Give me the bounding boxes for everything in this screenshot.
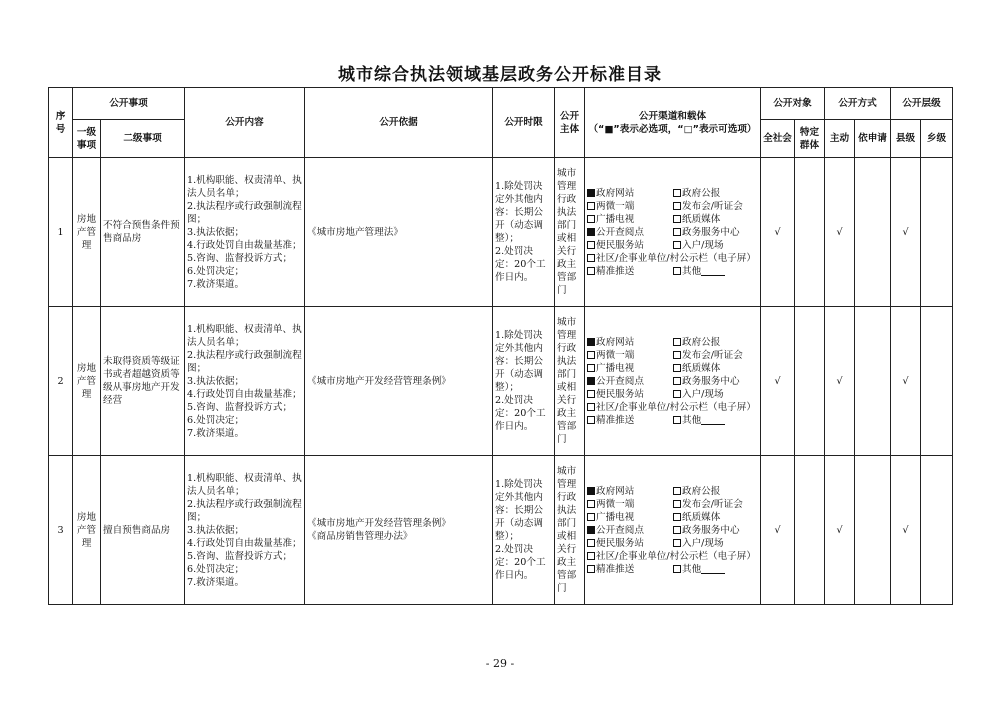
cell-target-specific (795, 158, 825, 307)
channel-option-label: 政务服务中心 (682, 226, 740, 238)
empty-square-icon (587, 500, 595, 508)
channel-option (673, 511, 720, 524)
content-line: 4.行政处罚自由裁量基准； (187, 388, 302, 400)
channel-option-label: 入户/现场 (682, 239, 724, 251)
empty-square-icon (673, 351, 681, 359)
channel-option (673, 414, 725, 427)
content-line: 7.救济渠道。 (187, 278, 245, 290)
content-line: 5.咨询、监督投诉方式； (187, 550, 293, 562)
channel-option (673, 498, 743, 511)
channel-list (587, 336, 758, 427)
channel-option (587, 550, 756, 563)
content-line: 6.处罚决定； (187, 414, 245, 426)
cell-basis (305, 307, 493, 456)
content-line: 4.行政处罚自由裁量基准； (187, 239, 302, 251)
cell-level-township (921, 158, 953, 307)
channel-list (587, 187, 758, 278)
empty-square-icon (673, 215, 681, 223)
document-title: 城市综合执法领域基层政务公开标准目录 (338, 65, 662, 85)
header-level-county: 县级 (891, 120, 921, 158)
empty-square-icon (587, 390, 595, 398)
header-method: 公开方式 (825, 88, 891, 120)
channel-row (587, 524, 758, 537)
header-target-all: 全社会 (761, 120, 795, 158)
content-line: 2.执法程序或行政强制流程图； (187, 349, 302, 374)
channel-row (587, 498, 758, 511)
channel-option-label: 政务服务中心 (682, 375, 740, 387)
channel-option (587, 563, 673, 576)
filled-square-icon (587, 189, 595, 197)
channel-row (587, 537, 758, 550)
channel-option-label: 纸质媒体 (682, 511, 721, 523)
cell-content (185, 307, 305, 456)
empty-square-icon (673, 267, 681, 275)
header-channels (585, 88, 761, 158)
channel-option (587, 401, 756, 414)
filled-square-icon (587, 228, 595, 236)
cell-seq: 2 (49, 307, 73, 456)
empty-square-icon (673, 228, 681, 236)
channel-option (587, 511, 673, 524)
header-level: 公开层级 (891, 88, 953, 120)
cell-seq: 1 (49, 158, 73, 307)
channel-option (587, 388, 673, 401)
channel-option (673, 485, 720, 498)
header-level1: 一级事项 (73, 120, 101, 158)
channel-option (673, 336, 720, 349)
channel-option-label: 入户/现场 (682, 388, 724, 400)
empty-square-icon (673, 416, 681, 424)
cell-level2: 擅自预售商品房 (101, 456, 185, 605)
channel-option-label: 公开查阅点 (596, 226, 644, 238)
cell-basis (305, 158, 493, 307)
channel-row (587, 336, 758, 349)
cell-channels (585, 456, 761, 605)
header-content: 公开内容 (185, 88, 305, 158)
blank-line (701, 414, 725, 425)
content-line: 3.执法依据； (187, 226, 245, 238)
channel-row (587, 401, 758, 414)
channel-option (587, 226, 673, 239)
content-line: 3.执法依据； (187, 524, 245, 536)
channel-option-label: 政府公报 (682, 187, 721, 199)
channel-option (673, 537, 724, 550)
content-line: 3.执法依据； (187, 375, 245, 387)
header-channels-title: 公开渠道和载体 (638, 110, 707, 122)
cell-target-specific (795, 307, 825, 456)
cell-target-all: √ (761, 307, 795, 456)
empty-square-icon (673, 202, 681, 210)
header-basis: 公开依据 (305, 88, 493, 158)
table-row (49, 158, 953, 307)
header-target: 公开对象 (761, 88, 825, 120)
cell-level1: 房地产管理 (73, 158, 101, 307)
channel-option (673, 200, 743, 213)
channel-option (673, 226, 740, 239)
empty-square-icon (587, 241, 595, 249)
content-line: 6.处罚决定； (187, 563, 245, 575)
time-limit-line: 2.处罚决定：20个工作日内。 (495, 544, 546, 581)
empty-square-icon (673, 241, 681, 249)
cell-level1: 房地产管理 (73, 456, 101, 605)
cell-level-township (921, 307, 953, 456)
channel-option (587, 375, 673, 388)
empty-square-icon (673, 377, 681, 385)
channel-option (673, 187, 720, 200)
channel-row (587, 375, 758, 388)
header-matters: 公开事项 (73, 88, 185, 120)
empty-square-icon (673, 487, 681, 495)
cell-target-all: √ (761, 456, 795, 605)
empty-square-icon (587, 215, 595, 223)
channel-option (673, 375, 740, 388)
channel-option (673, 563, 725, 576)
filled-square-icon (587, 526, 595, 534)
header-method-request: 依申请 (855, 120, 891, 158)
content-line: 4.行政处罚自由裁量基准； (187, 537, 302, 549)
empty-square-icon (587, 539, 595, 547)
cell-time-limit (493, 158, 555, 307)
channel-row (587, 414, 758, 427)
filled-square-icon (587, 487, 595, 495)
channel-row (587, 187, 758, 200)
content-line: 1.机构职能、权责清单、执法人员名单； (187, 323, 302, 348)
channel-option (587, 498, 673, 511)
channel-option (587, 485, 673, 498)
cell-level-county: √ (891, 158, 921, 307)
content-line: 1.机构职能、权责清单、执法人员名单； (187, 472, 302, 497)
channel-option-label: 纸质媒体 (682, 213, 721, 225)
channel-option (673, 388, 724, 401)
channel-option-label: 发布会/听证会 (682, 349, 743, 361)
channel-option-label: 社区/企事业单位/村公示栏（电子屏） (596, 252, 756, 264)
channel-option-label: 公开查阅点 (596, 524, 644, 536)
channel-option (587, 187, 673, 200)
channel-option-label: 其他 (682, 265, 702, 277)
channel-option-label: 社区/企事业单位/村公示栏（电子屏） (596, 550, 756, 562)
channel-option (587, 213, 673, 226)
empty-square-icon (587, 254, 595, 262)
header-time-limit: 公开时限 (493, 88, 555, 158)
channel-option-label: 便民服务站 (596, 239, 644, 251)
content-line: 2.执法程序或行政强制流程图； (187, 200, 302, 225)
table-row (49, 456, 953, 605)
channel-option-label: 社区/企事业单位/村公示栏（电子屏） (596, 401, 756, 413)
channel-option-label: 政府公报 (682, 336, 721, 348)
channel-option (587, 349, 673, 362)
channel-option (673, 362, 720, 375)
content-line: 6.处罚决定； (187, 265, 245, 277)
header-level2: 二级事项 (101, 120, 185, 158)
filled-square-icon (587, 377, 595, 385)
content-line: 5.咨询、监督投诉方式； (187, 252, 293, 264)
time-limit-line: 1.除处罚决定外其他内容：长期公开（动态调整）； (495, 181, 543, 244)
header-seq: 序号 (49, 88, 73, 158)
cell-level2: 不符合预售条件预售商品房 (101, 158, 185, 307)
channel-option-label: 广播电视 (596, 511, 635, 523)
empty-square-icon (673, 500, 681, 508)
channel-row (587, 252, 758, 265)
channel-option-label: 政府网站 (596, 187, 635, 199)
header-method-active: 主动 (825, 120, 855, 158)
channel-option-label: 入户/现场 (682, 537, 724, 549)
empty-square-icon (673, 513, 681, 521)
empty-square-icon (587, 416, 595, 424)
channel-option-label: 政府网站 (596, 485, 635, 497)
channel-option (673, 265, 725, 278)
cell-method-request (855, 307, 891, 456)
header-level-township: 乡级 (921, 120, 953, 158)
channel-option-label: 政府网站 (596, 336, 635, 348)
empty-square-icon (587, 267, 595, 275)
page-number: - 29 - (485, 657, 515, 670)
cell-subject: 城市管理行政执法部门或相关行政主管部门 (555, 307, 585, 456)
channel-option (587, 414, 673, 427)
cell-method-active: √ (825, 307, 855, 456)
channel-option (587, 362, 673, 375)
channel-option (587, 537, 673, 550)
empty-square-icon (673, 390, 681, 398)
channel-row (587, 239, 758, 252)
channel-option (673, 349, 743, 362)
filled-square-icon (587, 338, 595, 346)
channel-option-label: 政府公报 (682, 485, 721, 497)
channel-option-label: 广播电视 (596, 213, 635, 225)
basis-line: 《城市房地产管理法》 (307, 226, 403, 238)
empty-square-icon (673, 338, 681, 346)
channel-option-label: 两微一端 (596, 349, 635, 361)
basis-line: 《城市房地产开发经营管理条例》 (307, 518, 451, 529)
channel-option-label: 两微一端 (596, 200, 635, 212)
content-line: 7.救济渠道。 (187, 576, 245, 588)
channel-row (587, 362, 758, 375)
channel-list (587, 485, 758, 576)
channel-option-label: 广播电视 (596, 362, 635, 374)
channel-option-label: 其他 (682, 563, 702, 575)
channel-option-label: 便民服务站 (596, 537, 644, 549)
empty-square-icon (673, 189, 681, 197)
cell-target-all: √ (761, 158, 795, 307)
cell-seq: 3 (49, 456, 73, 605)
cell-method-active: √ (825, 456, 855, 605)
cell-channels (585, 307, 761, 456)
empty-square-icon (587, 552, 595, 560)
cell-level1: 房地产管理 (73, 307, 101, 456)
cell-level2: 未取得资质等级证书或者超越资质等级从事房地产开发经营 (101, 307, 185, 456)
blank-line (701, 563, 725, 574)
channel-option (587, 336, 673, 349)
cell-channels (585, 158, 761, 307)
channel-option (673, 213, 720, 226)
channel-option-label: 其他 (682, 414, 702, 426)
table-row (49, 307, 953, 456)
channel-option-label: 发布会/听证会 (682, 200, 743, 212)
channel-row (587, 349, 758, 362)
empty-square-icon (587, 565, 595, 573)
channel-option-label: 精准推送 (596, 265, 635, 277)
empty-square-icon (673, 539, 681, 547)
header-subject: 公开主体 (555, 88, 585, 158)
channel-option (587, 239, 673, 252)
channel-row (587, 485, 758, 498)
empty-square-icon (673, 565, 681, 573)
channel-row (587, 511, 758, 524)
cell-content (185, 158, 305, 307)
cell-time-limit (493, 307, 555, 456)
channel-option-label: 政务服务中心 (682, 524, 740, 536)
cell-subject: 城市管理行政执法部门或相关行政主管部门 (555, 158, 585, 307)
cell-target-specific (795, 456, 825, 605)
cell-method-active: √ (825, 158, 855, 307)
channel-option (587, 252, 756, 265)
channel-option (587, 524, 673, 537)
channel-option-label: 公开查阅点 (596, 375, 644, 387)
content-line: 7.救济渠道。 (187, 427, 245, 439)
empty-square-icon (587, 351, 595, 359)
cell-level-county: √ (891, 307, 921, 456)
header-target-specific: 特定群体 (795, 120, 825, 158)
channel-row (587, 550, 758, 563)
channel-option (587, 200, 673, 213)
header-channels-note: （“■”表示必选项，“□”表示可选项） (588, 123, 757, 135)
time-limit-line: 2.处罚决定：20个工作日内。 (495, 395, 546, 432)
content-line: 1.机构职能、权责清单、执法人员名单； (187, 174, 302, 199)
cell-level-county: √ (891, 456, 921, 605)
channel-row (587, 563, 758, 576)
channel-row (587, 388, 758, 401)
blank-line (701, 265, 725, 276)
cell-method-request (855, 158, 891, 307)
channel-option-label: 纸质媒体 (682, 362, 721, 374)
cell-time-limit (493, 456, 555, 605)
basis-line: 《商品房销售管理办法》 (307, 531, 413, 542)
content-line: 5.咨询、监督投诉方式； (187, 401, 293, 413)
empty-square-icon (673, 526, 681, 534)
time-limit-line: 1.除处罚决定外其他内容：长期公开（动态调整）； (495, 479, 543, 542)
empty-square-icon (587, 202, 595, 210)
channel-option (673, 239, 724, 252)
time-limit-line: 2.处罚决定：20个工作日内。 (495, 246, 546, 283)
channel-option-label: 发布会/听证会 (682, 498, 743, 510)
time-limit-line: 1.除处罚决定外其他内容：长期公开（动态调整）； (495, 330, 543, 393)
channel-option-label: 精准推送 (596, 563, 635, 575)
channel-option-label: 两微一端 (596, 498, 635, 510)
channel-option-label: 精准推送 (596, 414, 635, 426)
channel-option-label: 便民服务站 (596, 388, 644, 400)
catalog-table (48, 87, 953, 605)
empty-square-icon (587, 403, 595, 411)
empty-square-icon (587, 364, 595, 372)
channel-row (587, 200, 758, 213)
empty-square-icon (673, 364, 681, 372)
cell-content (185, 456, 305, 605)
content-line: 2.执法程序或行政强制流程图； (187, 498, 302, 523)
channel-option (673, 524, 740, 537)
cell-method-request (855, 456, 891, 605)
cell-level-township (921, 456, 953, 605)
empty-square-icon (587, 513, 595, 521)
cell-basis (305, 456, 493, 605)
channel-row (587, 213, 758, 226)
channel-row (587, 265, 758, 278)
channel-row (587, 226, 758, 239)
channel-option (587, 265, 673, 278)
cell-subject: 城市管理行政执法部门或相关行政主管部门 (555, 456, 585, 605)
basis-line: 《城市房地产开发经营管理条例》 (307, 375, 451, 387)
